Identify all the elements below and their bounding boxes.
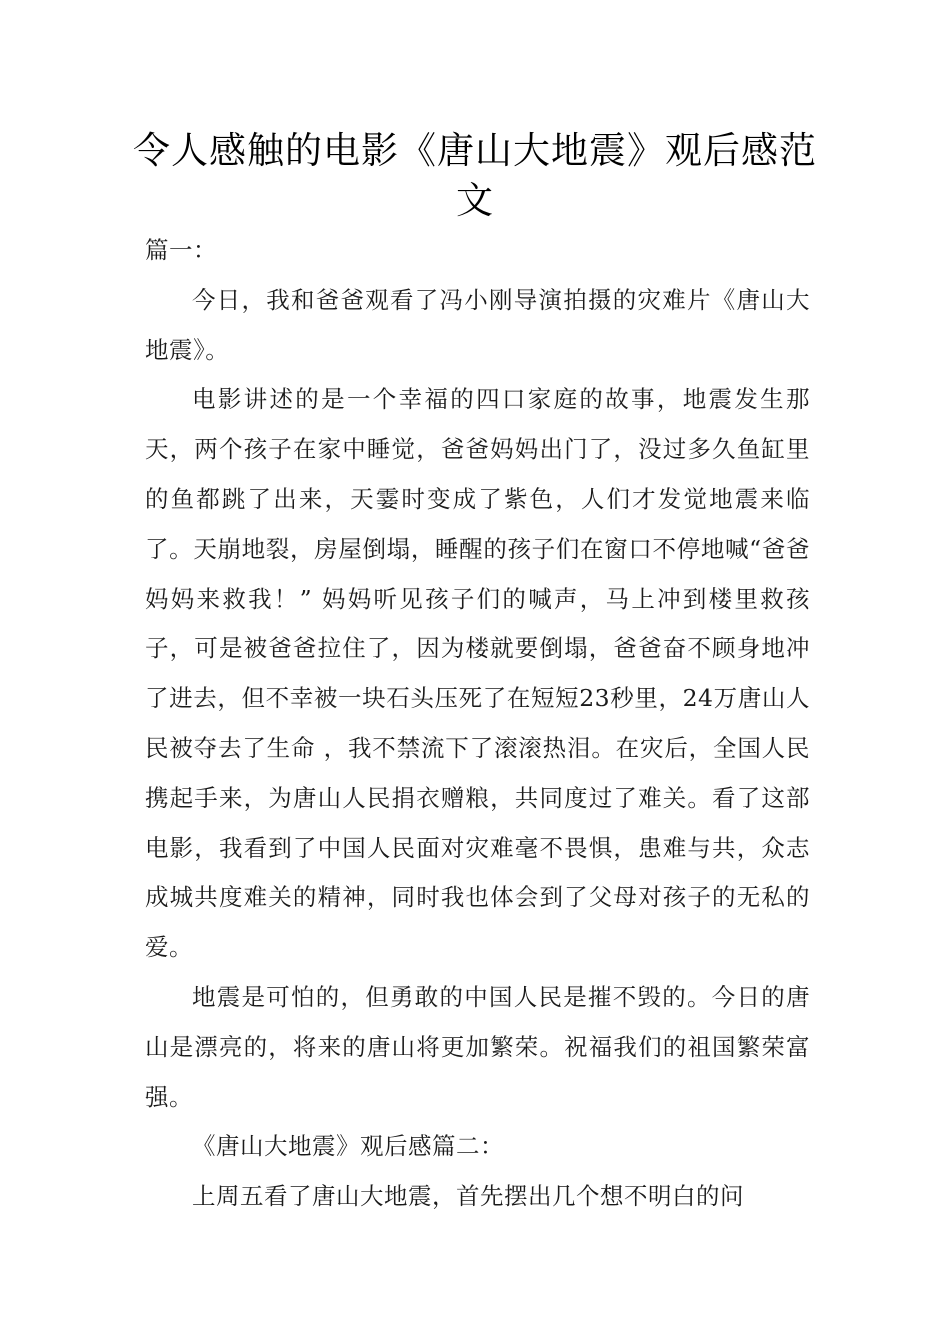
document-body: [145, 226, 810, 1222]
paragraph: 上周五看了唐山大地震，首先摆出几个想不明白的问: [192, 1182, 744, 1211]
paragraph: 今日，我和爸爸观看了冯小刚导演拍摄的灾难片《唐山大地震》。: [145, 285, 810, 364]
paragraph: 地震是可怕的，但勇敢的中国人民是摧不毁的。今日的唐山是漂亮的，将来的唐山将更加繁荣。祝福我们的祖国繁荣富强。: [145, 982, 810, 1111]
paragraph-section-heading: 《唐山大地震》观后感篇二：: [192, 1132, 504, 1161]
document-title: 令人感触的电影《唐山大地震》观后感范文: [133, 129, 817, 222]
paragraph: 电影讲述的是一个幸福的四口家庭的故事，地震发生那天，两个孩子在家中睡觉，爸爸妈妈出门了，没过多久鱼缸里的鱼都跳了出来，天霎时变成了紫色，人们才发觉地震来临了。天崩地裂，房屋倒塌，睡醒的孩子们在窗口不停地喊“爸爸妈妈来救我！” 妈妈听见孩子们的喊声，马上冲到楼里救孩子，可是被爸爸拉住了，因为楼就要倒塌，爸爸奋不顾身地冲了进去，但不幸被一块石头压死了在短短23秒里，24万唐山人民被夺去了生命 ，我不禁流下了滚滚热泪。在灾后，全国人民携起手来，为唐山人民捐衣赠粮，共同度过了难关。看了这部电影，我看到了中国人民面对灾难毫不畏惧，患难与共，众志成城共度难关的精神，同时我也体会到了父母对孩子的无私的爱。: [145, 385, 810, 962]
paragraph-section-heading: 篇一：: [145, 236, 217, 264]
